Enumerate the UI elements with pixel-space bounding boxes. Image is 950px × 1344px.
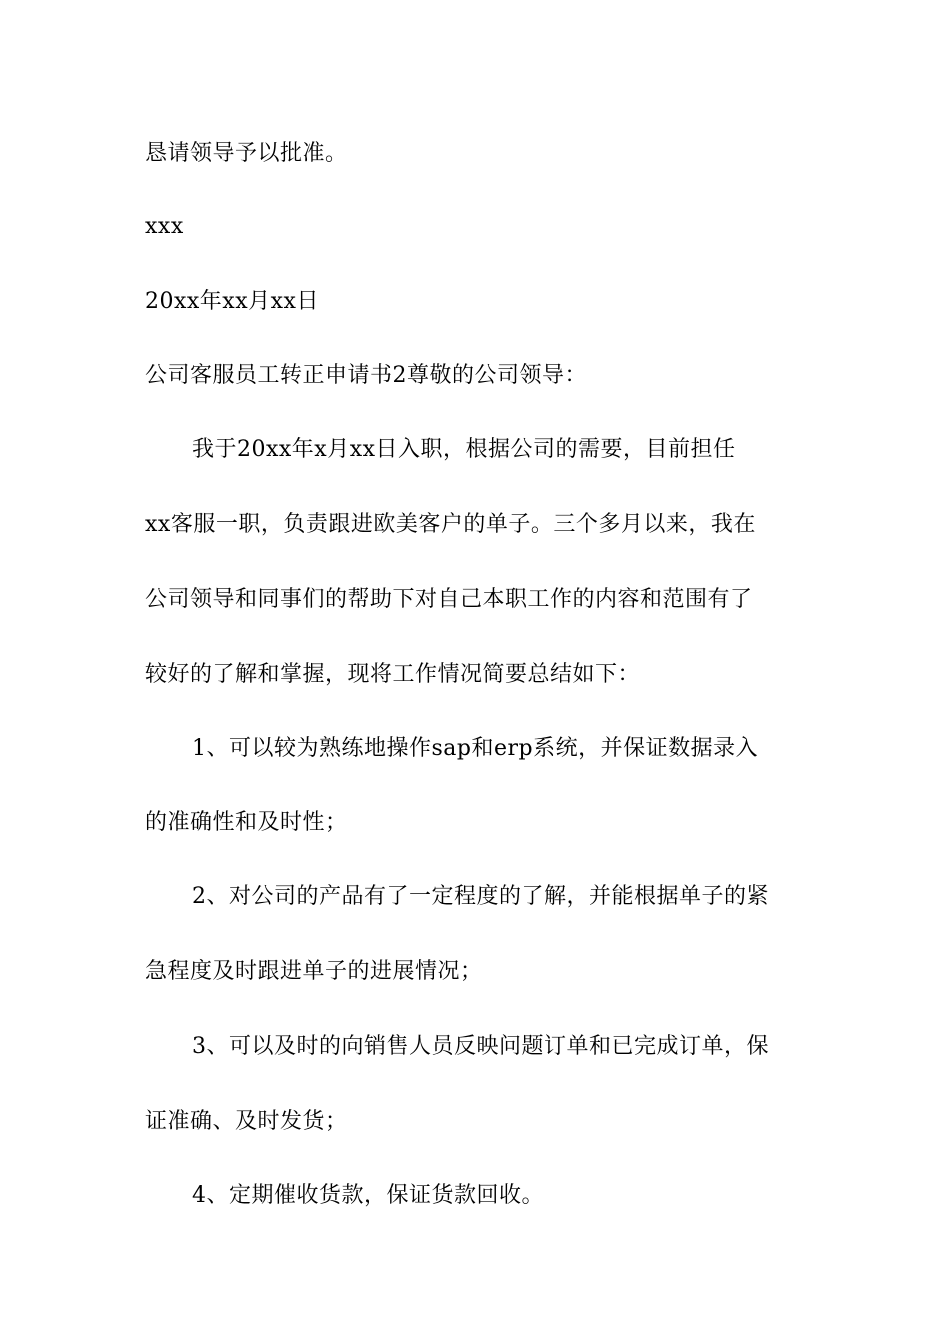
date-line: 20xx年xx月xx日 [145, 289, 319, 314]
closing-line: 恳请领导予以批准。 [145, 141, 348, 166]
paragraph-line: 公司领导和同事们的帮助下对自己本职工作的内容和范围有了 [145, 587, 753, 612]
list-item-line: 证准确、及时发货； [145, 1109, 348, 1134]
letter-heading: 公司客服员工转正申请书2尊敬的公司领导： [145, 363, 587, 388]
paragraph-line: 较好的了解和掌握，现将工作情况简要总结如下： [145, 662, 641, 687]
list-item-line: 1、可以较为熟练地操作sap和erp系统，并保证数据录入 [192, 736, 759, 761]
list-item-line: 4、定期催收货款，保证货款回收。 [192, 1183, 544, 1208]
list-item-line: 的准确性和及时性； [145, 810, 348, 835]
signature-line: xxx [145, 214, 184, 239]
paragraph-line: 我于20xx年x月xx日入职，根据公司的需要，目前担任 [192, 437, 736, 462]
list-item-line: 2、对公司的产品有了一定程度的了解，并能根据单子的紧 [192, 884, 769, 909]
paragraph-line: xx客服一职，负责跟进欧美客户的单子。三个多月以来，我在 [145, 512, 756, 537]
list-item-line: 3、可以及时的向销售人员反映问题订单和已完成订单，保 [192, 1034, 769, 1059]
list-item-line: 急程度及时跟进单子的进展情况； [145, 959, 483, 984]
